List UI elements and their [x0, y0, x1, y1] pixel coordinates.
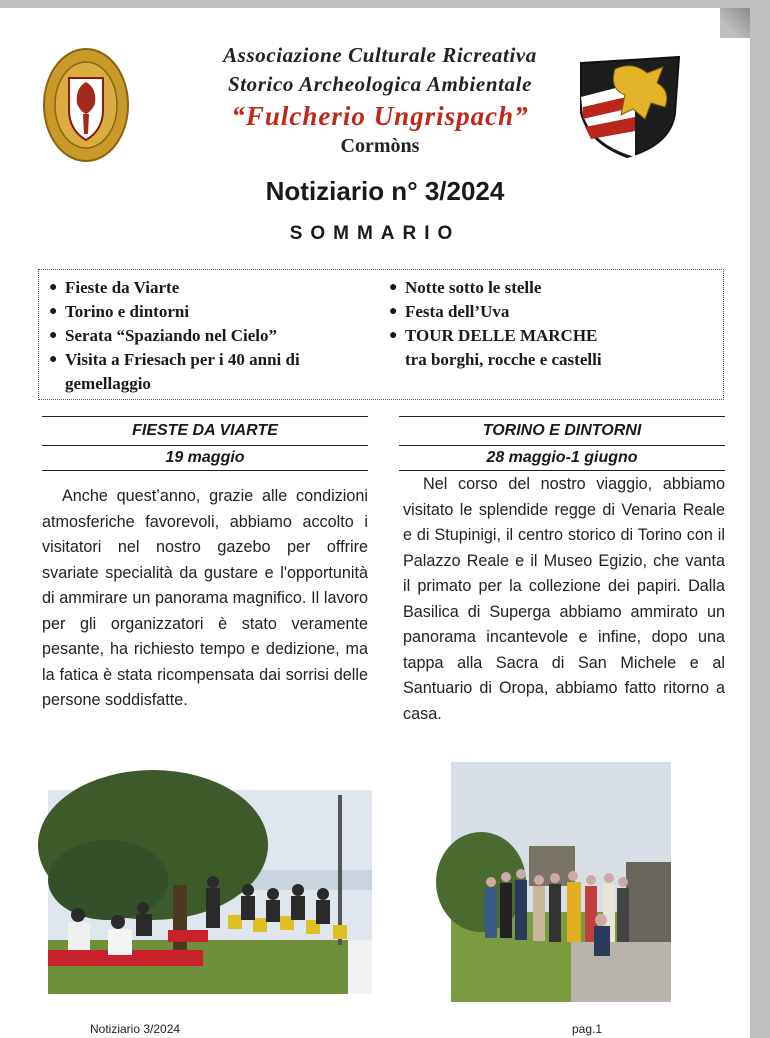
- bullet-icon: ●: [49, 280, 58, 295]
- summary-heading: SOMMARIO: [289, 223, 461, 244]
- article-heading-fieste: [42, 416, 368, 471]
- summary-box: [38, 269, 724, 400]
- summary-item: ● Torino e dintorni: [47, 300, 377, 324]
- gazebo-photo: [48, 790, 372, 994]
- newsletter-page: [0, 8, 750, 1038]
- summary-item: ● TOUR DELLE MARCHE: [387, 324, 717, 348]
- footer-issue: Notiziario 3/2024: [90, 1022, 181, 1036]
- article-date: 19 maggio: [42, 445, 368, 469]
- association-name: “Fulcherio Ungrispach”: [231, 101, 529, 131]
- summary-subline: tra borghi, rocche e castelli: [405, 350, 602, 369]
- bullet-icon: ●: [389, 328, 398, 343]
- article-title: TORINO E DINTORNI: [482, 422, 642, 439]
- group-photo: [451, 762, 671, 1002]
- summary-column-right: [387, 276, 717, 372]
- page-corner-fold: [720, 8, 750, 38]
- summary-item: ● Visita a Friesach per i 40 anni di gemellaggio: [49, 350, 300, 393]
- summary-column-left: [47, 276, 377, 396]
- footer-page-number: pag.1: [572, 1022, 603, 1036]
- article-date: 28 maggio-1 giugno: [399, 445, 725, 469]
- association-header: [180, 41, 580, 159]
- coat-of-arms-icon: [575, 53, 685, 161]
- town-name: Cormòns: [340, 135, 420, 157]
- issue-title: Notiziario n° 3/2024: [265, 176, 505, 206]
- bullet-icon: ●: [49, 328, 58, 343]
- bullet-icon: ●: [49, 304, 58, 319]
- association-line-2: Storico Archeologica Ambientale: [227, 72, 533, 96]
- summary-item: ● Fieste da Viarte: [47, 276, 377, 300]
- article-body-torino: Nel corso del nostro viaggio, abbiamo visitato le splendide regge di Venaria Reale e di Stupinigi, il centro storico di Torino con il Palazzo Reale e il Museo Egizio, che vanta il primato per la collezione dei papiri. Dalla Basilica di Superga abbiamo ammirato un panorama incantevole e infine, dopo una tappa alla Sacra di San Michele e al Santuario di Oropa, abbiamo fatto ritorno a casa.: [403, 475, 725, 723]
- seal-logo-icon: [43, 48, 129, 162]
- summary-item: ● Serata “Spaziando nel Cielo”: [47, 324, 377, 348]
- summary-item: ● Festa dell’Uva: [387, 300, 717, 324]
- article-heading-torino: [399, 416, 725, 471]
- association-line-1: Associazione Culturale Ricreativa: [223, 43, 537, 67]
- bullet-icon: ●: [389, 304, 398, 319]
- article-body-fieste: Anche quest’anno, grazie alle condizioni atmosferiche favorevoli, abbiamo accolto i visitatori nel nostro gazebo per offrire svariate specialità da gustare e l'opportunità di ammirare un panorama magnifico. Il lavoro per gli organizzatori è stato veramente pesante, ha richiesto tempo e dedizione, ma la fatica è stata ricompensata dai sorrisi delle persone soddisfatte.: [42, 487, 368, 709]
- summary-item: ● Notte sotto le stelle: [387, 276, 717, 300]
- bullet-icon: ●: [389, 280, 398, 295]
- bullet-icon: ●: [49, 352, 58, 367]
- article-title: FIESTE DA VIARTE: [132, 422, 278, 439]
